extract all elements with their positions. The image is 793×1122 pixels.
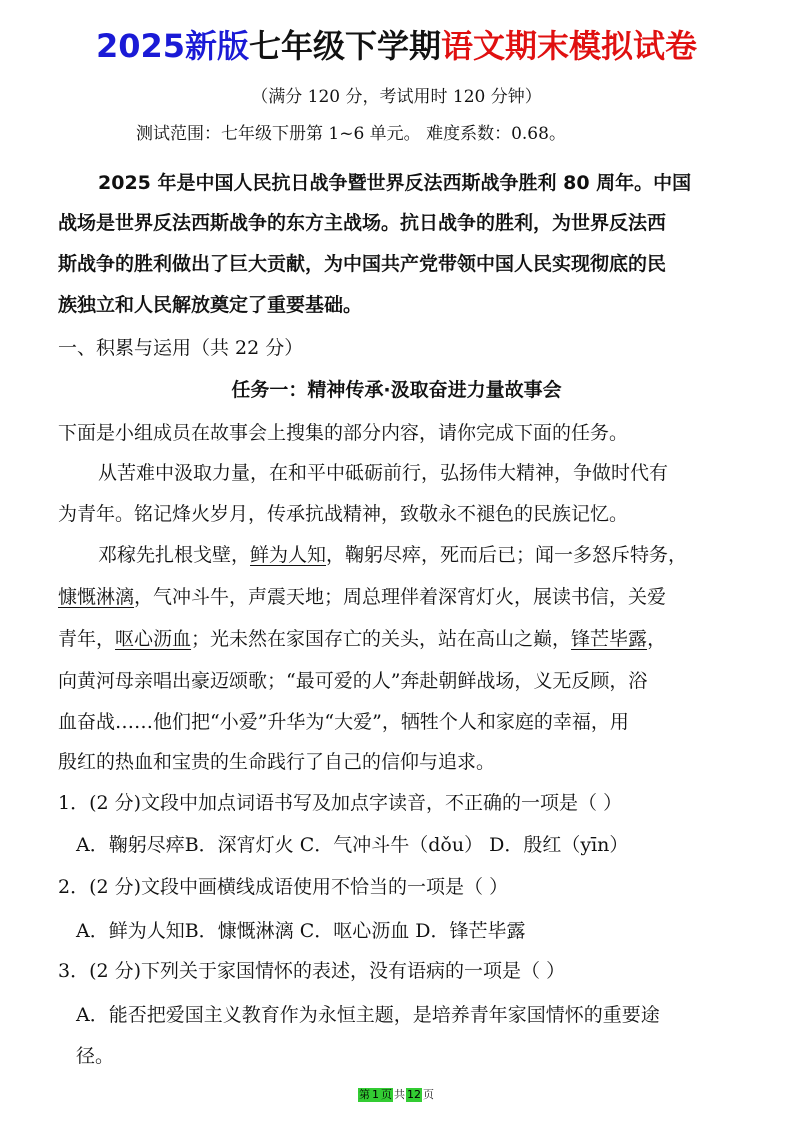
passage-line: 血奋战……他们把“小爱”升华为“大爱”，牺牲个人和家庭的幸福，用 <box>58 711 629 733</box>
footer-word: 第 <box>359 1088 370 1101</box>
footer-word: 共 <box>394 1088 405 1101</box>
title-grade: 七年级下学期 <box>249 27 442 65</box>
intro-line-4: 族独立和人民解放奠定了重要基础。 <box>58 294 363 316</box>
title-new-edition: 新版 <box>185 27 250 65</box>
passage-line: 向黄河母亲唱出豪迈颂歌；“最可爱的人”奔赴朝鲜战场，义无反顾，浴 <box>58 670 648 692</box>
task-intro: 下面是小组成员在故事会上搜集的部分内容，请你完成下面的任务。 <box>58 422 629 444</box>
task-title: 任务一：精神传承·汲取奋进力量故事会 <box>231 379 562 401</box>
passage-line: 为青年。铭记烽火岁月，传承抗战精神，致敬永不褪色的民族记忆。 <box>58 503 629 525</box>
intro-line-1: 2025 年是中国人民抗日战争暨世界反法西斯战争胜利 80 周年。中国 <box>98 172 692 194</box>
footer-word: 页 <box>381 1088 392 1101</box>
passage-line: 殷红的热血和宝贵的生命践行了自己的信仰与追求。 <box>58 751 496 773</box>
passage-line: 从苦难中汲取力量，在和平中砥砺前行，弘扬伟大精神，争做时代有 <box>98 462 669 484</box>
range-info: 测试范围：七年级下册第 1~6 单元。 难度系数：0.68。 <box>136 124 566 144</box>
footer-page-number: 1 <box>372 1088 379 1101</box>
underlined-idiom: 鲜为人知 <box>250 544 327 566</box>
question-2-options: A．鲜为人知B．慷慨淋漓 C．呕心沥血 D．锋芒毕露 <box>76 920 526 942</box>
page-footer <box>0 1088 793 1102</box>
question-1-options: A．鞠躬尽瘁B．深宵灯火 C．气冲斗牛（dǒu） D．殷红（yīn） <box>76 834 629 856</box>
question-3-option-a-cont: 径。 <box>76 1045 115 1067</box>
passage-text: ，鞠躬尽瘁，死而后已；闻一多怒斥特务， <box>326 544 688 566</box>
passage-line <box>58 584 666 610</box>
underlined-idiom: 慷慨淋漓 <box>58 586 135 608</box>
footer-word: 页 <box>423 1088 434 1101</box>
question-1-stem: 1．(2 分)文段中加点词语书写及加点字读音，不正确的一项是（ ） <box>58 792 623 814</box>
title-year: 2025 <box>95 27 185 65</box>
intro-line-2: 战场是世界反法西斯战争的东方主战场。抗日战争的胜利，为世界反法西 <box>58 212 667 234</box>
title-subject: 语文期末模拟试卷 <box>441 27 698 65</box>
underlined-idiom: 呕心沥血 <box>115 628 192 650</box>
passage-text: ， <box>647 628 667 650</box>
question-3-option-a: A．能否把爱国主义教育作为永恒主题，是培养青年家国情怀的重要途 <box>76 1004 660 1026</box>
question-3-stem: 3．(2 分)下列关于家国情怀的表述，没有语病的一项是（ ） <box>58 960 566 982</box>
passage-text: ；光未然在家国存亡的关头，站在高山之巅， <box>191 628 572 650</box>
section-heading: 一、积累与运用（共 22 分） <box>58 337 304 359</box>
passage-line <box>58 626 666 652</box>
passage-text: 邓稼先扎根戈壁， <box>98 544 251 566</box>
score-info: （满分 120 分，考试用时 120 分钟） <box>251 87 542 107</box>
passage-text: 青年， <box>58 628 116 650</box>
underlined-idiom: 锋芒毕露 <box>571 628 648 650</box>
exam-title <box>0 24 793 68</box>
passage-text: ，气冲斗牛，声震天地；周总理伴着深宵灯火，展读书信，关爱 <box>134 586 667 608</box>
footer-total-pages: 12 <box>407 1088 421 1101</box>
intro-line-3: 斯战争的胜利做出了巨大贡献，为中国共产党带领中国人民实现彻底的民 <box>58 253 667 275</box>
question-2-stem: 2．(2 分)文段中画横线成语使用不恰当的一项是（ ） <box>58 876 509 898</box>
passage-line <box>98 542 687 568</box>
